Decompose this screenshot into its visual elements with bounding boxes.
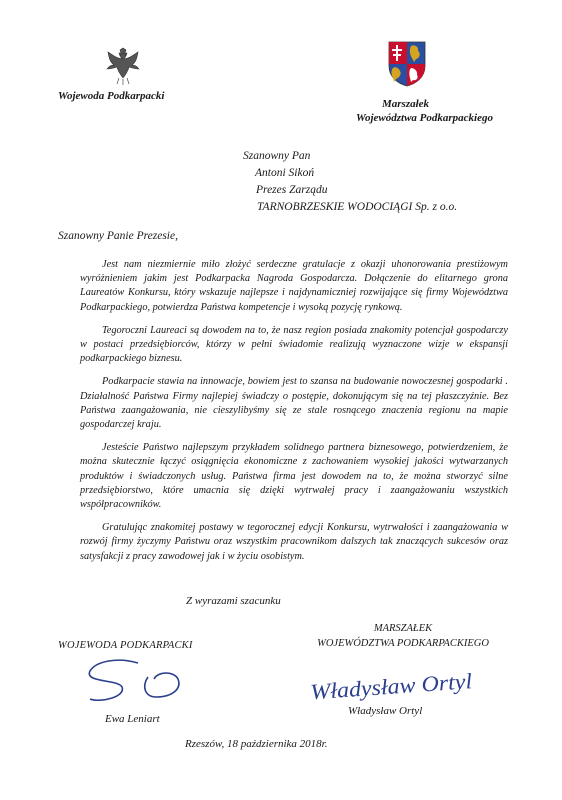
letter-body	[80, 258, 508, 573]
handwritten-signature-icon	[78, 655, 198, 707]
right-header-title-line1: Marszałek	[382, 98, 430, 110]
salutation: Szanowny Panie Prezesie,	[58, 230, 178, 242]
paragraph-4: Jesteście Państwo najlepszym przykładem solidnego partnera biznesowego, potwierdzeniem, że można skutecznie łączyć osiągnięcia ekonomiczne z zachowaniem wysokiej jakości wytwarzanych produktów i świadczonych usług. Państwa firma jest dowodem na to, że można stworzyć silne przedsiębiorstwo, które umacnia się dzięki wytrwałej pracy i zaangażowaniu wszystkich współpracowników.	[80, 442, 508, 511]
place-and-date: Rzeszów, 18 października 2018r.	[185, 738, 328, 750]
left-header-title: Wojewoda Podkarpacki	[58, 90, 165, 102]
right-signatory-title-line1: MARSZAŁEK	[373, 623, 433, 634]
addressee-position: Prezes Zarządu	[256, 184, 328, 196]
right-header-title	[356, 97, 493, 125]
addressee-line1: Szanowny Pan	[243, 150, 311, 162]
addressee-block	[243, 148, 457, 216]
paragraph-2: Tegoroczni Laureaci są dowodem na to, że nasz region posiada znakomity potencjał gospodarczy w postaci przedsiębiorców, którzy w pełni świadomie realizują wyznaczone wizje w ekspansji podkarpackiego biznesu.	[80, 324, 508, 365]
right-signatory-title-line2: WOJEWÓDZTWA PODKARPACKIEGO	[317, 638, 489, 649]
handwritten-signature-icon	[308, 664, 478, 704]
paragraph-1: Jest nam niezmiernie miło złożyć serdeczne gratulacje z okazji uhonorowania prestiżowym wyróżnieniem jakim jest Podkarpacka Nagroda Gospodarcza. Dołączenie do elitarnego grona Laureatów Konkursu, który wskazuje najlepsze i najdynamiczniej rozwijające się firmy Województwa Podkarpackiego, potwierdza Państwa kompetencje i wysoką pozycję rynkową.	[80, 259, 508, 313]
left-signatory-title: WOJEWODA PODKARPACKI	[58, 640, 193, 651]
podkarpackie-coat-of-arms-icon	[385, 38, 429, 88]
right-signatory-title	[288, 621, 518, 651]
right-signatory-name: Władysław Ortyl	[348, 705, 423, 717]
paragraph-3: Podkarpacie stawia na innowacje, bowiem jest to szansa na budowanie nowoczesnej gospodarki . Działalność Państwa Firmy najlepiej świadczy o postępie, dokonującym się na tej płaszczyźnie. Bez Państwa zaangażowania, nie cieszylibyśmy się ze stale rosnącego znaczenia regionu na mapie gospodarczej kraju.	[80, 376, 508, 431]
right-signature-text: Władysław Ortyl	[309, 669, 460, 704]
addressee-name: Antoni Sikoń	[255, 167, 315, 179]
white-eagle-emblem-icon	[100, 42, 146, 88]
right-header-title-line2: Województwa Podkarpackiego	[356, 112, 493, 124]
paragraph-5: Gratulując znakomitej postawy w tegorocznej edycji Konkursu, wytrwałości i zaangażowania w rozwój firmy życzymy Państwu oraz wszystkim pracownikom dalszych tak znaczących sukcesów oraz satysfakcji z pracy zawodowej jak i w życiu osobistym.	[80, 522, 508, 562]
addressee-company: TARNOBRZESKIE WODOCIĄGI Sp. z o.o.	[257, 201, 458, 213]
closing-phrase: Z wyrazami szacunku	[186, 595, 281, 607]
left-signatory-name: Ewa Leniart	[105, 713, 160, 725]
